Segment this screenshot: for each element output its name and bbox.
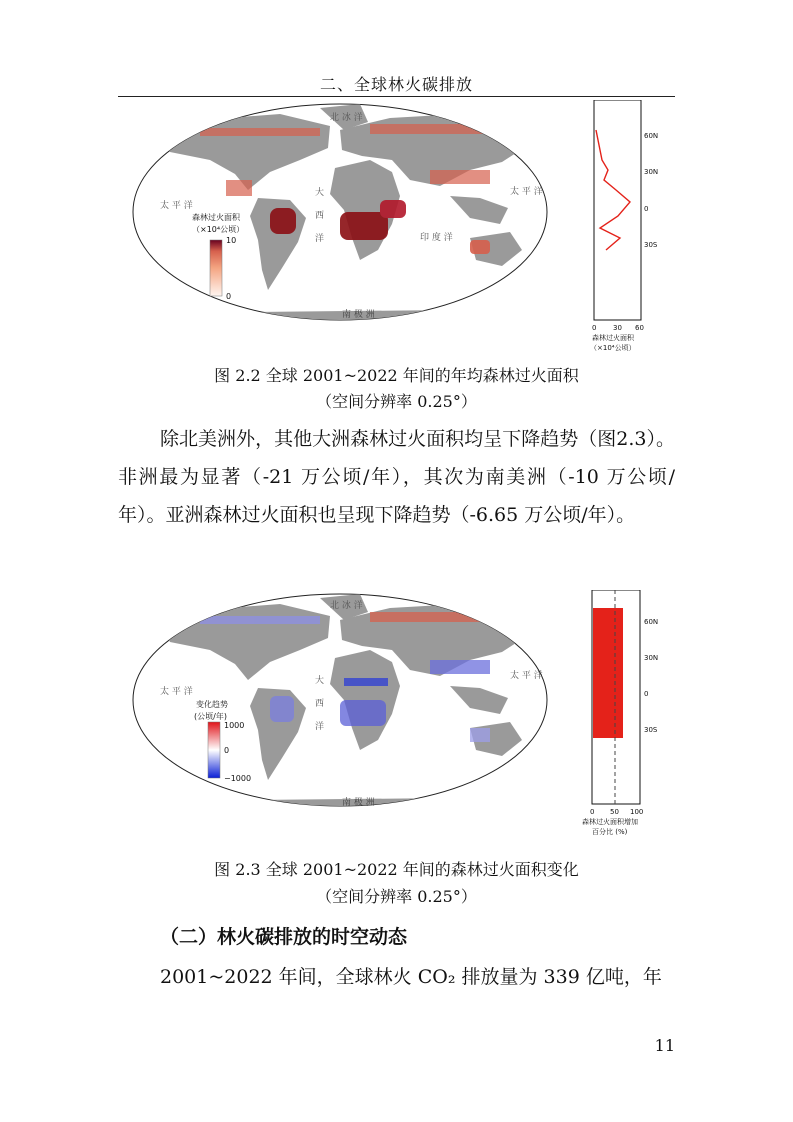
x-tick-30: 30	[613, 324, 622, 332]
legend-unit: （×10⁴公顷）	[192, 225, 245, 234]
header-rule	[118, 96, 675, 97]
label-arctic-ocean: 北 冰 洋	[330, 601, 363, 611]
figure-2-3-caption-note: （空间分辨率 0.25°）	[316, 887, 477, 906]
forest-fire-map	[130, 100, 675, 355]
figure-2-2	[130, 100, 675, 355]
latitude-profile-2	[582, 590, 658, 836]
lat-tick-60n: 60N	[644, 132, 659, 140]
profile-xlabel-2: 百分比 (%)	[592, 828, 628, 836]
paragraph-text: 除北美洲外，其他大洲森林过火面积均呈下降趋势（图2.3）。非洲最为显著（-21 万公顷/年），其次为南美洲（-10 万公顷/年）。亚洲森林过火面积也呈现下降趋势（-6.65 万公顷/年）。	[118, 428, 675, 526]
running-header: 二、全球林火碳排放	[319, 75, 473, 94]
figure-2-2-caption: 图 2.2 全球 2001~2022 年间的年均森林过火面积	[214, 366, 579, 385]
lat-tick-0: 0	[644, 205, 649, 213]
lat-tick-30n: 30N	[644, 168, 659, 176]
legend-unit: (公顷/年)	[194, 712, 227, 721]
body-paragraph-2	[118, 958, 675, 996]
lat-tick-60n: 60N	[644, 618, 659, 626]
legend-colorbar	[208, 722, 220, 778]
legend-min: 0	[226, 292, 232, 301]
legend-title: 变化趋势	[196, 700, 228, 709]
fire-trend-map	[130, 590, 675, 840]
legend-min: −1000	[224, 774, 252, 783]
x-tick-50: 50	[610, 808, 619, 816]
label-antarctica: 南 极 洲	[342, 798, 375, 808]
legend-mid: 0	[224, 746, 230, 755]
figure-2-2-caption-note: （空间分辨率 0.25°）	[316, 392, 477, 411]
profile-xlabel-1: 森林过火面积	[592, 334, 634, 342]
profile-xlabel-1: 森林过火面积增加	[582, 818, 638, 826]
label-pacific-right: 太 平 洋	[510, 187, 543, 197]
lat-tick-30n: 30N	[644, 654, 659, 662]
label-antarctica: 南 极 洲	[342, 310, 375, 320]
lat-tick-0: 0	[644, 690, 649, 698]
x-tick-60: 60	[635, 324, 644, 332]
label-atlantic-3: 洋	[315, 722, 325, 732]
label-atlantic-1: 大	[315, 188, 325, 198]
legend-max: 10	[226, 236, 237, 245]
legend-title: 森林过火面积	[192, 213, 240, 222]
lat-tick-30s: 30S	[644, 241, 658, 249]
section-heading: （二）林火碳排放的时空动态	[160, 926, 408, 948]
body-paragraph	[118, 420, 675, 534]
x-tick-0: 0	[592, 324, 597, 332]
label-atlantic-1: 大	[315, 676, 325, 686]
figure-2-3-caption: 图 2.3 全球 2001~2022 年间的森林过火面积变化	[214, 860, 579, 879]
paragraph-text: 2001~2022 年间，全球林火 CO₂ 排放量为 339 亿吨，年	[160, 966, 662, 988]
label-pacific-left: 太 平 洋	[160, 687, 193, 697]
x-tick-0: 0	[590, 808, 595, 816]
label-pacific-right: 太 平 洋	[510, 671, 543, 681]
legend-max: 1000	[224, 721, 245, 730]
label-atlantic-2: 西	[315, 699, 325, 709]
x-tick-100: 100	[630, 808, 644, 816]
label-arctic-ocean: 北 冰 洋	[330, 113, 363, 123]
legend-colorbar	[210, 240, 222, 296]
latitude-profile-1	[590, 100, 658, 352]
figure-2-3	[130, 590, 675, 840]
label-atlantic-3: 洋	[315, 234, 325, 244]
profile-bars	[593, 608, 623, 738]
label-indian-ocean: 印 度 洋	[420, 233, 453, 243]
lat-tick-30s: 30S	[644, 726, 658, 734]
label-atlantic-2: 西	[315, 211, 325, 221]
label-pacific-left: 太 平 洋	[160, 201, 193, 211]
page-number: 11	[654, 1036, 675, 1055]
profile-xlabel-2: （×10⁴公顷）	[590, 344, 636, 352]
